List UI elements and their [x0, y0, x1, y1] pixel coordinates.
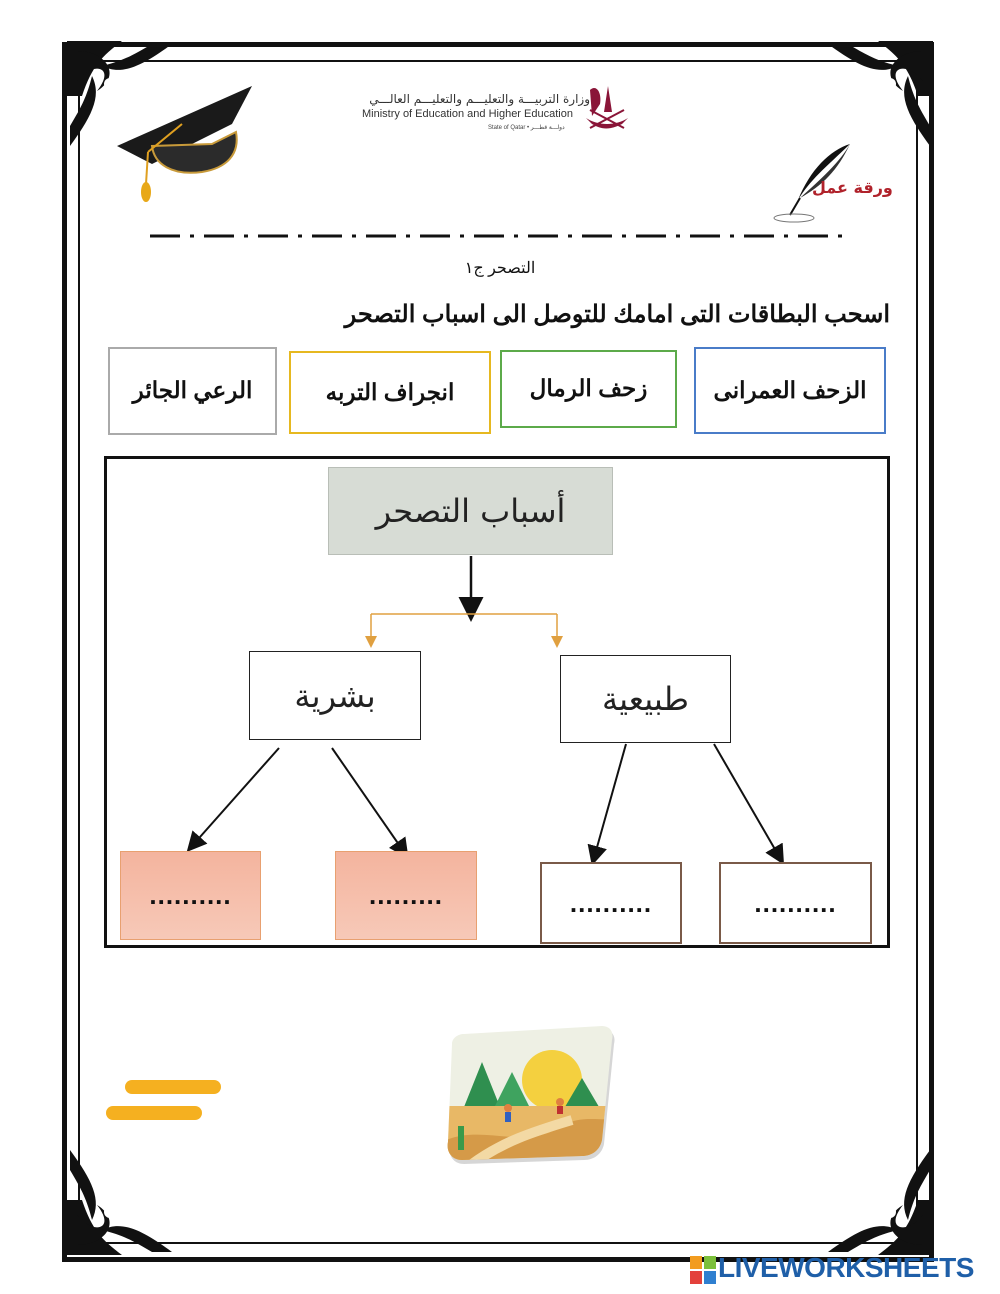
ornament-corner-bottom-right-icon [818, 1140, 938, 1260]
liveworksheets-logo-icon [690, 1256, 716, 1284]
diagram-node-natural: طبيعية [560, 655, 731, 743]
state-of-qatar-label: State of Qatar • دولـــة قطـــر [488, 125, 565, 131]
worksheet-tag: ورقة عمل [812, 178, 893, 197]
liveworksheets-watermark: LIVEWORKSHEETS [718, 1252, 974, 1283]
ornament-corner-bottom-left-icon [62, 1140, 182, 1260]
drop-slot-natural-1[interactable]: .......... [540, 862, 682, 944]
desert-illustration-icon [442, 1022, 617, 1164]
card-urban-sprawl[interactable]: الزحف العمرانى [694, 347, 886, 434]
ornament-corner-top-right-icon [818, 36, 938, 156]
ministry-logo-icon [582, 82, 632, 134]
drop-slot-human-1[interactable]: .......... [120, 851, 261, 940]
instruction-text: اسحب البطاقات التى امامك للتوصل الى اسباب التصحر [344, 301, 890, 328]
card-sand-encroachment[interactable]: زحف الرمال [500, 350, 677, 428]
ministry-name-arabic: وزارة التربيـــة والتعليـــم والتعليـــم العالـــي [369, 92, 590, 106]
dashed-separator [150, 233, 850, 239]
ministry-name-english: Ministry of Education and Higher Education [362, 108, 573, 120]
graduation-cap-icon [112, 84, 257, 204]
drop-slot-human-2[interactable]: ......... [335, 851, 477, 940]
drop-slot-natural-2[interactable]: .......... [719, 862, 872, 944]
decorative-bar-1 [125, 1080, 221, 1094]
diagram-root-node: أسباب التصحر [328, 467, 613, 555]
card-soil-erosion[interactable]: انجراف التربه [289, 351, 491, 434]
card-overgrazing[interactable]: الرعي الجائر [108, 347, 277, 435]
lesson-title: التصحر ج١ [464, 260, 536, 277]
diagram-node-human: بشرية [249, 651, 421, 740]
decorative-bar-2 [106, 1106, 202, 1120]
